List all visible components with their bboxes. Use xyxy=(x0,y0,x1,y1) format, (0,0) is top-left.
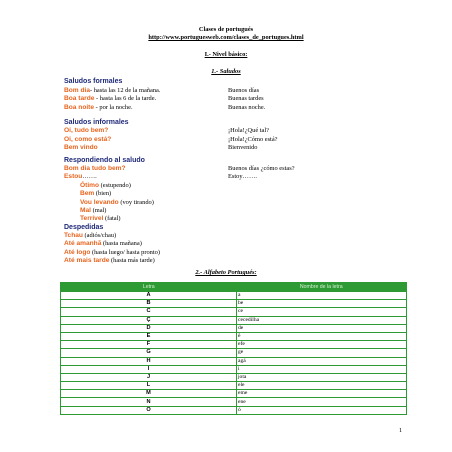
portuguese-phrase: Bem vindo xyxy=(64,144,98,151)
spanish-translation: ¡Hola!¿Cómo está? xyxy=(228,135,278,143)
list-item xyxy=(64,104,133,111)
spanish-note: - hasta las 12 de la mañana. xyxy=(90,87,161,94)
letter-cell: F xyxy=(61,341,237,349)
letter-cell: I xyxy=(61,365,237,373)
list-item xyxy=(64,144,98,151)
list-item xyxy=(64,240,142,247)
letter-name-cell: ge xyxy=(237,349,407,357)
spanish-note: ……. xyxy=(82,173,97,181)
table-row xyxy=(61,332,407,340)
list-item xyxy=(64,173,97,180)
letter-cell: H xyxy=(61,357,237,365)
letter-name-cell: be xyxy=(237,300,407,308)
page-title: Clases de portugués xyxy=(198,26,254,33)
letter-name-cell: a xyxy=(237,292,407,300)
letter-cell: G xyxy=(61,349,237,357)
table-row xyxy=(61,316,407,324)
alphabet-table xyxy=(60,282,407,415)
spanish-translation: Buenas noche. xyxy=(228,103,266,111)
letter-cell: L xyxy=(61,382,237,390)
level-heading: I.- Nivel básico: xyxy=(204,51,248,58)
spanish-note: (bien) xyxy=(94,190,112,198)
letter-name-cell: ene xyxy=(237,398,407,406)
page-number: 1 xyxy=(399,427,403,434)
column-header-nombre: Nombre de la letra xyxy=(237,283,407,292)
portuguese-phrase: Vou levando xyxy=(80,198,119,206)
letter-name-cell: eme xyxy=(237,390,407,398)
section-alfabeto-heading: 2.- Alfabeto Portugués: xyxy=(195,269,257,276)
table-row xyxy=(61,308,407,316)
list-item xyxy=(64,95,156,102)
spanish-translation: Estoy……. xyxy=(228,173,257,181)
table-row xyxy=(61,382,407,390)
letter-name-cell: efe xyxy=(237,341,407,349)
letter-name-cell: jota xyxy=(237,373,407,381)
portuguese-phrase: Boa noite xyxy=(64,103,95,111)
letter-cell: M xyxy=(61,390,237,398)
letter-cell: O xyxy=(61,406,237,414)
spanish-note: - por la noche. xyxy=(94,103,133,111)
list-item xyxy=(80,207,106,214)
informales-heading: Saludos informales xyxy=(64,119,129,126)
spanish-note: (hasta luego/ hasta pronto) xyxy=(90,248,160,256)
spanish-translation: Bienvenido xyxy=(228,144,258,151)
portuguese-phrase: Bom dia tudo bem? xyxy=(64,165,126,172)
spanish-translation: ¡Hola!¿Qué tal? xyxy=(228,127,269,134)
portuguese-phrase: Mal xyxy=(80,207,91,214)
letter-cell: E xyxy=(61,332,237,340)
table-row xyxy=(61,292,407,300)
spanish-translation: Buenos días xyxy=(228,87,260,94)
spanish-note: (estupendo) xyxy=(99,181,131,189)
portuguese-phrase: Bem xyxy=(80,190,95,198)
spanish-translation: Buenos días ¿cómo estas? xyxy=(228,165,295,172)
letter-name-cell: ce xyxy=(237,308,407,316)
table-row xyxy=(61,390,407,398)
spanish-note: - hasta las 6 de la tarde. xyxy=(94,95,157,103)
portuguese-phrase: Bom dia xyxy=(64,87,91,94)
list-item xyxy=(80,215,121,222)
portuguese-phrase: Tchau xyxy=(64,232,83,239)
letter-cell: Ç xyxy=(61,316,237,324)
portuguese-phrase: Boa tarde xyxy=(64,95,95,103)
letter-name-cell: i xyxy=(237,365,407,373)
list-item xyxy=(80,182,131,189)
spanish-note: (voy tirando) xyxy=(118,198,154,206)
spanish-note: (fatal) xyxy=(103,215,121,223)
list-item xyxy=(64,127,108,134)
letter-name-cell: ó xyxy=(237,406,407,414)
table-row xyxy=(61,365,407,373)
source-url-link[interactable]: http://www.portuguesweb.com/clases_de_portugues.html xyxy=(148,34,304,41)
table-row xyxy=(61,341,407,349)
list-item xyxy=(64,257,155,264)
portuguese-phrase: Até mais tarde xyxy=(64,257,110,265)
list-item xyxy=(80,199,154,206)
spanish-note: (hasta más tarde) xyxy=(109,257,155,265)
table-row xyxy=(61,398,407,406)
list-item xyxy=(64,136,111,143)
table-row xyxy=(61,300,407,308)
list-item xyxy=(64,232,116,239)
respondiendo-heading: Respondiendo al saludo xyxy=(64,157,145,164)
portuguese-phrase: Oi, tudo bem? xyxy=(64,127,109,134)
table-row xyxy=(61,373,407,381)
portuguese-phrase: Até logo xyxy=(64,248,91,256)
letter-name-cell: ê xyxy=(237,332,407,340)
list-item xyxy=(64,165,126,172)
section-saludos-heading: 1.- Saludos xyxy=(211,68,241,75)
table-row xyxy=(61,406,407,414)
letter-cell: B xyxy=(61,300,237,308)
formales-heading: Saludos formales xyxy=(64,78,123,85)
spanish-note: (adiós/chau) xyxy=(82,232,117,239)
table-row xyxy=(61,349,407,357)
spanish-translation: Buenas tardes xyxy=(228,95,264,103)
table-row xyxy=(61,324,407,332)
list-item xyxy=(64,87,160,94)
table-row xyxy=(61,357,407,365)
letter-cell: N xyxy=(61,398,237,406)
spanish-note: (hasta mañana) xyxy=(101,240,142,248)
column-header-letra: Letra xyxy=(61,283,237,292)
portuguese-phrase: Oi, como está? xyxy=(64,135,112,143)
list-item xyxy=(64,249,160,256)
letter-cell: A xyxy=(61,292,237,300)
letter-name-cell: cecedilha xyxy=(237,316,407,324)
letter-cell: J xyxy=(61,373,237,381)
letter-name-cell: de xyxy=(237,324,407,332)
letter-cell: D xyxy=(61,324,237,332)
list-item xyxy=(80,190,111,197)
portuguese-phrase: Estou xyxy=(64,173,83,181)
letter-name-cell: ele xyxy=(237,382,407,390)
spanish-note: (mal) xyxy=(91,207,107,214)
letter-name-cell: agá xyxy=(237,357,407,365)
portuguese-phrase: Terrível xyxy=(80,215,104,223)
table-header-row xyxy=(61,283,407,292)
despedidas-heading: Despedidas xyxy=(64,224,104,231)
portuguese-phrase: Ótimo xyxy=(80,181,100,189)
portuguese-phrase: Até amanhã xyxy=(64,240,102,248)
letter-cell: C xyxy=(61,308,237,316)
